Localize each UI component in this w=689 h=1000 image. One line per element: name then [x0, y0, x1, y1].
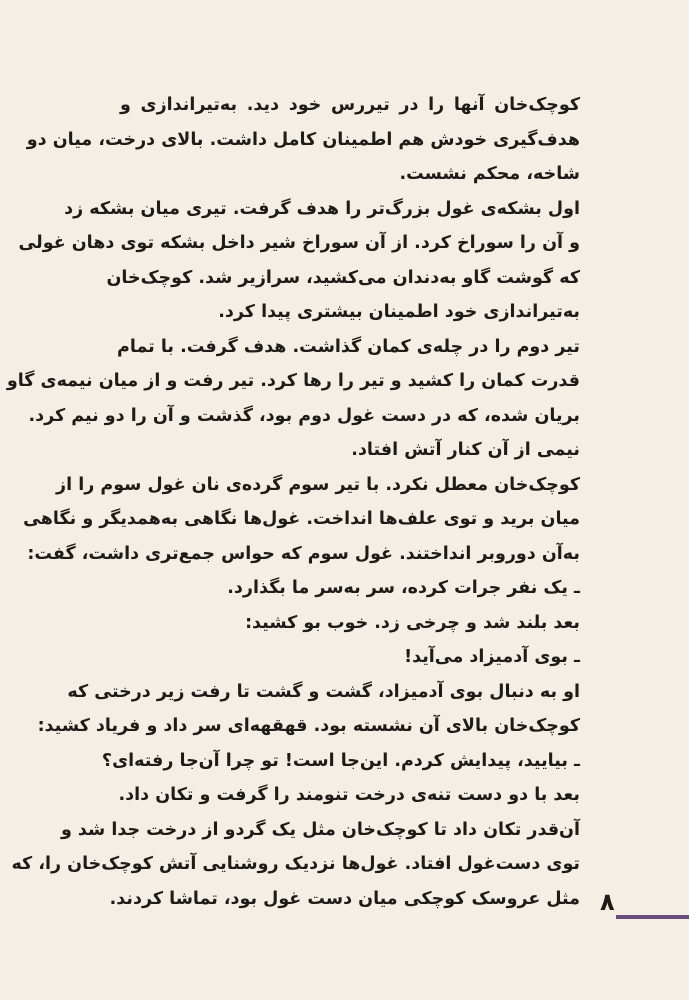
text-line: کوچک‌خان آنها را در تیررس خود دید. به‌تیراندازی و: [120, 95, 580, 115]
text-line: قدرت کمان را کشید و تیر را رها کرد. تیر رفت و از میان نیمه‌ی گاو: [6, 371, 580, 391]
text-line: میان برید و توی علف‌ها انداخت. غول‌ها نگاهی به‌همدیگر و نگاهی: [23, 509, 580, 529]
text-line: توی دست‌غول افتاد. غول‌ها نزدیک روشنایی آتش کوچک‌خان را، که: [11, 854, 580, 874]
text-line: بریان شده، که در دست غول دوم بود، گذشت و آن را دو نیم کرد.: [28, 405, 580, 426]
text-line: اول بشکه‌ی غول بزرگ‌تر را هدف گرفت. تیری میان بشکه زد: [64, 198, 580, 219]
page-number: ۸: [600, 888, 615, 916]
text-line: بعد با دو دست تنه‌ی درخت تنومند را گرفت و تکان داد.: [118, 785, 580, 805]
text-line: به‌آن دوروبر انداختند. غول سوم که حواس جمع‌تری داشت، گفت:: [27, 543, 580, 564]
text-line: بعد بلند شد و چرخی زد. خوب بو کشید:: [245, 612, 580, 633]
text-line: ـ بیایید، پیدایش کردم. این‌جا است! تو چرا آن‌جا رفته‌ای؟: [101, 750, 580, 771]
text-line: نیمی از آن کنار آتش افتاد.: [351, 440, 580, 460]
page-number-rule: [616, 915, 689, 919]
text-line: کوچک‌خان معطل نکرد. با تیر سوم گرده‌ی نان غول سوم را از: [56, 474, 580, 495]
text-line: تیر دوم را در چله‌ی کمان گذاشت. هدف گرفت. با تمام: [117, 336, 580, 357]
text-line: ـ بوی آدمیزاد می‌آید!: [404, 647, 580, 667]
text-line: کوچک‌خان بالای آن نشسته بود. قهقهه‌ای سر داد و فریاد کشید:: [37, 716, 580, 736]
text-line: آن‌قدر تکان داد تا کوچک‌خان مثل یک گردو از درخت جدا شد و: [60, 819, 580, 840]
story-text: [6, 88, 580, 916]
text-line: ـ یک نفر جرات کرده، سر به‌سر ما بگذارد.: [227, 578, 580, 598]
text-line: مثل عروسک کوچکی میان دست غول بود، تماشا کردند.: [109, 888, 580, 909]
text-line: شاخه، محکم نشست.: [399, 164, 580, 184]
text-line: هدف‌گیری خودش هم اطمینان کامل داشت. بالای درخت، میان دو: [26, 129, 580, 150]
text-line: او به دنبال بوی آدمیزاد، گشت و گشت تا رفت زیر درختی که: [67, 681, 580, 702]
text-line: به‌تیراندازی خود اطمینان بیشتری پیدا کرد.: [218, 302, 580, 322]
text-line: که گوشت گاو به‌دندان می‌کشید، سرازیر شد. کوچک‌خان: [106, 267, 580, 288]
text-line: و آن را سوراخ کرد. از آن سوراخ شیر داخل بشکه توی دهان غولی: [18, 233, 580, 253]
